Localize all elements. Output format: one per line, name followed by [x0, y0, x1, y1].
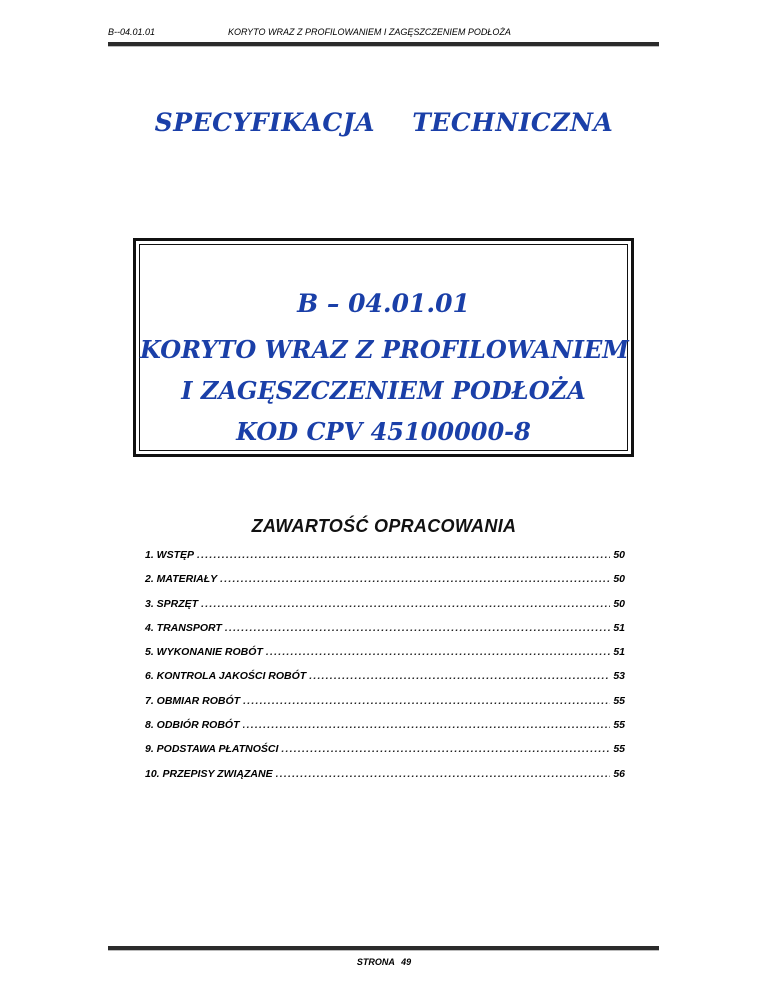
toc-item-page: 55: [613, 719, 625, 732]
toc-item-page: 53: [613, 670, 625, 683]
title-box: [133, 238, 634, 457]
toc-item-page: 56: [613, 767, 625, 780]
toc-item-page: 51: [613, 646, 625, 659]
toc-dot-leader: [243, 719, 611, 731]
toc-item-odbior-robot[interactable]: [145, 719, 625, 743]
toc-item-page: 50: [613, 549, 625, 561]
header-rule: [108, 42, 659, 46]
toc-dot-leader: [201, 598, 610, 610]
toc-item-obmiar-robot[interactable]: [145, 695, 625, 719]
toc-item-label: 1. WSTĘP: [145, 549, 195, 561]
toc-item-page: 51: [613, 621, 625, 634]
toc-item-label: 9. PODSTAWA PŁATNOŚCI: [145, 743, 279, 756]
toc-item-label: 7. OBMIAR ROBÓT: [145, 694, 241, 707]
spec-name-line-1: KORYTO WRAZ Z PROFILOWANIEM: [140, 335, 629, 364]
spec-title: SPECYFIKACJA TECHNICZNA: [154, 108, 614, 137]
toc-item-label: 10. PRZEPISY ZWIĄZANE: [145, 767, 273, 780]
toc-dot-leader: [220, 573, 610, 585]
toc-dot-leader: [276, 768, 611, 780]
toc-item-materialy[interactable]: [145, 573, 625, 597]
toc-item-label: 6. KONTROLA JAKOŚCI ROBÓT: [145, 670, 307, 683]
toc-item-label: 4. TRANSPORT: [145, 621, 222, 634]
toc-dot-leader: [266, 646, 610, 658]
toc-item-kontrola-jakosci[interactable]: [145, 670, 625, 694]
toc-item-label: 5. WYKONANIE ROBÓT: [145, 646, 263, 659]
title-box-inner: [139, 244, 628, 451]
spec-code: B – 04.01.01: [297, 289, 470, 318]
table-of-contents: [145, 549, 625, 792]
toc-item-page: 55: [613, 743, 625, 756]
toc-dot-leader: [281, 743, 610, 755]
header-title: KORYTO WRAZ Z PROFILOWANIEM I ZAGĘSZCZENIEM PODŁOŻA: [228, 27, 511, 37]
toc-heading: ZAWARTOŚĆ OPRACOWANIA: [251, 516, 517, 536]
spec-name-line-2: I ZAGĘSZCZENIEM PODŁOŻA: [181, 376, 586, 405]
toc-item-label: 2. MATERIAŁY: [145, 573, 218, 586]
toc-item-page: 50: [613, 573, 625, 586]
toc-item-page: 55: [613, 694, 625, 707]
toc-dot-leader: [243, 695, 610, 707]
toc-item-label: 8. ODBIÓR ROBÓT: [145, 719, 240, 732]
cpv-code: KOD CPV 45100000-8: [236, 417, 531, 446]
toc-item-transport[interactable]: [145, 622, 625, 646]
toc-dot-leader: [225, 622, 610, 634]
toc-dot-leader: [309, 670, 610, 682]
toc-item-przepisy-zwiazane[interactable]: [145, 768, 625, 792]
toc-item-page: 50: [613, 597, 625, 610]
page-number: STRONA 49: [356, 957, 412, 967]
header-code: B--04.01.01: [108, 27, 156, 37]
toc-item-wstep[interactable]: [145, 549, 625, 573]
footer-rule: [108, 946, 659, 950]
toc-item-label: 3. SPRZĘT: [145, 597, 199, 610]
toc-item-wykonanie-robot[interactable]: [145, 646, 625, 670]
toc-item-sprzet[interactable]: [145, 598, 625, 622]
toc-item-podstawa-platnosci[interactable]: [145, 743, 625, 767]
toc-dot-leader: [197, 549, 610, 561]
